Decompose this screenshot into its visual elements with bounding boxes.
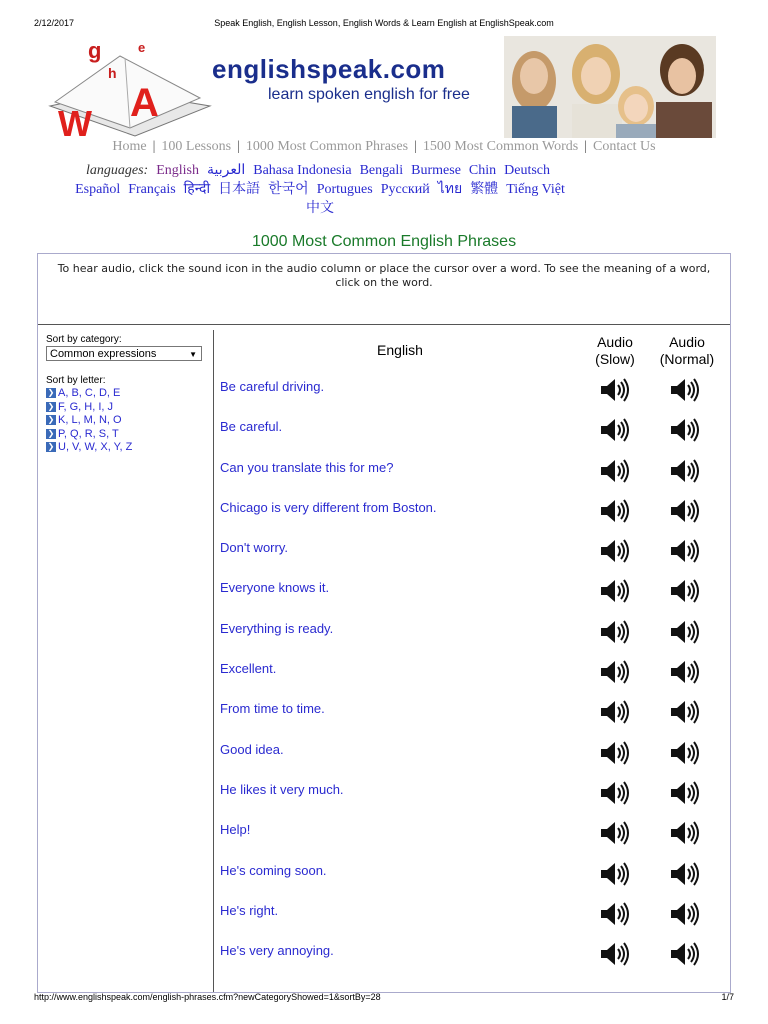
- speaker-icon[interactable]: [668, 374, 700, 406]
- letter-group-link[interactable]: [46, 428, 206, 442]
- phrase-link[interactable]: Chicago is very different from Boston.: [220, 499, 437, 515]
- print-title: Speak English, English Lesson, English Words & Learn English at EnglishSpeak.com: [214, 18, 554, 28]
- lang-japanese[interactable]: 日本語: [218, 182, 261, 197]
- letter-group-link[interactable]: [46, 441, 206, 455]
- letter-group-text: F, G, H, I, J: [58, 400, 114, 413]
- phrase-link[interactable]: Good idea.: [220, 741, 284, 757]
- letter-group-text: U, V, W, X, Y, Z: [58, 441, 133, 453]
- category-selected: Common expressions: [50, 348, 157, 360]
- table-row: [220, 813, 725, 853]
- logo-letter: e: [138, 40, 146, 55]
- arrow-right-icon: ❯: [47, 415, 55, 425]
- book-logo-art: [40, 36, 220, 138]
- nav-separator: |: [584, 139, 588, 154]
- speaker-icon[interactable]: [668, 414, 700, 446]
- brand-name: englishspeak.com: [212, 54, 446, 84]
- main-nav: [0, 139, 768, 155]
- nav-separator: |: [414, 139, 417, 154]
- nav-1500-words[interactable]: 1500 Most Common Words: [422, 139, 579, 154]
- table-row: [220, 370, 725, 410]
- phrase-list: [220, 370, 725, 974]
- lang-korean[interactable]: 한국어: [268, 182, 309, 197]
- phrase-link[interactable]: He's very annoying.: [220, 943, 334, 959]
- speaker-icon[interactable]: [598, 777, 630, 809]
- phrase-link[interactable]: From time to time.: [220, 701, 325, 717]
- header-line: Audio: [597, 334, 633, 350]
- phrase-link[interactable]: Be careful.: [220, 419, 283, 435]
- column-header-audio-slow: [583, 334, 647, 368]
- speaker-icon[interactable]: [598, 414, 630, 446]
- lang-francais[interactable]: Français: [128, 182, 176, 197]
- phrase-link[interactable]: Everyone knows it.: [220, 580, 330, 596]
- logo-letter: h: [108, 65, 117, 81]
- print-url: http://www.englishspeak.com/english-phrases.cfm?newCategoryShowed=1&sortBy=28: [34, 992, 381, 1002]
- logo-letter: A: [130, 81, 159, 125]
- site-banner: [40, 36, 716, 138]
- lang-burmese[interactable]: Burmese: [411, 163, 461, 178]
- nav-separator: |: [237, 139, 240, 154]
- print-date: 2/12/2017: [34, 18, 75, 28]
- lang-english[interactable]: English: [156, 163, 199, 178]
- header-line: Audio: [669, 334, 705, 350]
- phrase-link[interactable]: Be careful driving.: [220, 379, 325, 394]
- lang-vietnamese[interactable]: Tiếng Việt: [506, 182, 565, 197]
- lang-espanol[interactable]: Español: [75, 182, 121, 197]
- column-header-english: English: [377, 342, 423, 358]
- table-row: [220, 491, 725, 531]
- table-row: [220, 410, 725, 450]
- nav-100-lessons[interactable]: 100 Lessons: [161, 139, 232, 154]
- logo-letter: g: [88, 38, 102, 63]
- speaker-icon[interactable]: [668, 938, 700, 970]
- languages-label: languages:: [85, 163, 149, 178]
- phrase-link[interactable]: Everything is ready.: [220, 620, 334, 636]
- speaker-icon[interactable]: [668, 817, 700, 849]
- nav-separator: |: [152, 139, 156, 154]
- phrase-link[interactable]: Don't worry.: [220, 540, 288, 556]
- brand-block[interactable]: [212, 54, 470, 103]
- lang-traditional-chinese[interactable]: 繁體: [470, 182, 499, 197]
- page-title: 1000 Most Common English Phrases: [251, 233, 517, 250]
- print-page-number: 1/7: [721, 992, 734, 1002]
- speaker-icon[interactable]: [598, 535, 630, 567]
- letter-group-link[interactable]: [46, 401, 206, 415]
- letter-group-text: K, L, M, N, O: [58, 414, 122, 426]
- letter-filter: [46, 375, 206, 455]
- chevron-down-icon: ▼: [189, 350, 197, 359]
- table-row: [220, 652, 725, 692]
- lang-portugues[interactable]: Portugues: [316, 182, 373, 197]
- table-row: [220, 612, 725, 652]
- speaker-icon[interactable]: [668, 777, 700, 809]
- speaker-icon[interactable]: [598, 575, 630, 607]
- lang-indonesian[interactable]: Bahasa Indonesia: [253, 163, 352, 178]
- table-row: [220, 451, 725, 491]
- letter-group-text: A, B, C, D, E: [58, 387, 121, 399]
- speaker-icon[interactable]: [598, 858, 630, 890]
- lang-thai[interactable]: ไทย: [437, 182, 463, 197]
- instructions-text: To hear audio, click the sound icon in the audio column or place the cursor over a word. To see the meaning of a word, click on the word.: [57, 262, 711, 289]
- lang-chin[interactable]: Chin: [468, 163, 497, 178]
- category-select[interactable]: [46, 346, 202, 361]
- speaker-icon[interactable]: [668, 455, 700, 487]
- table-row: [220, 571, 725, 611]
- lang-chinese[interactable]: 中文: [306, 201, 334, 216]
- language-switcher: [40, 161, 600, 218]
- column-header-audio-normal: [652, 334, 722, 368]
- speaker-icon[interactable]: [668, 535, 700, 567]
- lang-bengali[interactable]: Bengali: [359, 163, 404, 178]
- speaker-icon[interactable]: [668, 495, 700, 527]
- phrase-link[interactable]: He's coming soon.: [220, 862, 327, 878]
- speaker-icon[interactable]: [598, 374, 630, 406]
- speaker-icon[interactable]: [668, 858, 700, 890]
- speaker-icon[interactable]: [668, 898, 700, 930]
- table-row: [220, 894, 725, 934]
- speaker-icon[interactable]: [668, 575, 700, 607]
- column-divider: [213, 330, 214, 992]
- phrase-link[interactable]: He's right.: [220, 902, 279, 918]
- students-photo: [504, 36, 716, 138]
- lang-arabic[interactable]: العربية: [206, 163, 246, 178]
- speaker-icon[interactable]: [668, 737, 700, 769]
- phrase-link[interactable]: Can you translate this for me?: [220, 459, 394, 475]
- speaker-icon[interactable]: [598, 696, 630, 728]
- nav-1000-phrases[interactable]: 1000 Most Common Phrases: [245, 139, 409, 154]
- table-row: [220, 934, 725, 974]
- table-row: [220, 692, 725, 732]
- category-label: Sort by category:: [46, 334, 122, 345]
- lang-russian[interactable]: Русский: [380, 182, 430, 197]
- speaker-icon[interactable]: [598, 898, 630, 930]
- arrow-right-icon: ❯: [47, 428, 55, 438]
- letter-group-text: P, Q, R, S, T: [58, 427, 119, 440]
- phrase-link[interactable]: He likes it very much.: [220, 781, 344, 797]
- lang-hindi[interactable]: हिन्दी: [183, 182, 211, 197]
- arrow-right-icon: ❯: [47, 388, 55, 398]
- letter-group-link[interactable]: [46, 387, 206, 401]
- lang-deutsch[interactable]: Deutsch: [504, 163, 551, 178]
- speaker-icon[interactable]: [598, 938, 630, 970]
- phrase-link[interactable]: Help!: [220, 822, 251, 838]
- logo-letter: W: [58, 103, 92, 138]
- letter-group-link[interactable]: [46, 414, 206, 428]
- speaker-icon[interactable]: [598, 455, 630, 487]
- table-row: [220, 531, 725, 571]
- sort-sidebar: [46, 334, 206, 455]
- arrow-right-icon: ❯: [47, 442, 55, 452]
- speaker-icon[interactable]: [668, 656, 700, 688]
- header-line: (Slow): [595, 351, 635, 367]
- nav-home[interactable]: Home: [112, 139, 147, 154]
- arrow-right-icon: ❯: [47, 401, 55, 411]
- header-line: (Normal): [659, 351, 715, 367]
- table-row: [220, 733, 725, 773]
- divider: [38, 324, 730, 325]
- speaker-icon[interactable]: [598, 737, 630, 769]
- phrases-panel: [37, 253, 731, 993]
- speaker-icon[interactable]: [668, 696, 700, 728]
- speaker-icon[interactable]: [668, 616, 700, 648]
- letter-label: Sort by letter:: [46, 375, 106, 386]
- table-row: [220, 773, 725, 813]
- brand-tagline: learn spoken english for free: [268, 86, 470, 103]
- speaker-icon[interactable]: [598, 616, 630, 648]
- speaker-icon[interactable]: [598, 495, 630, 527]
- nav-contact-us[interactable]: Contact Us: [593, 139, 656, 154]
- table-row: [220, 854, 725, 894]
- speaker-icon[interactable]: [598, 656, 630, 688]
- phrase-link[interactable]: Excellent.: [220, 661, 277, 677]
- speaker-icon[interactable]: [598, 817, 630, 849]
